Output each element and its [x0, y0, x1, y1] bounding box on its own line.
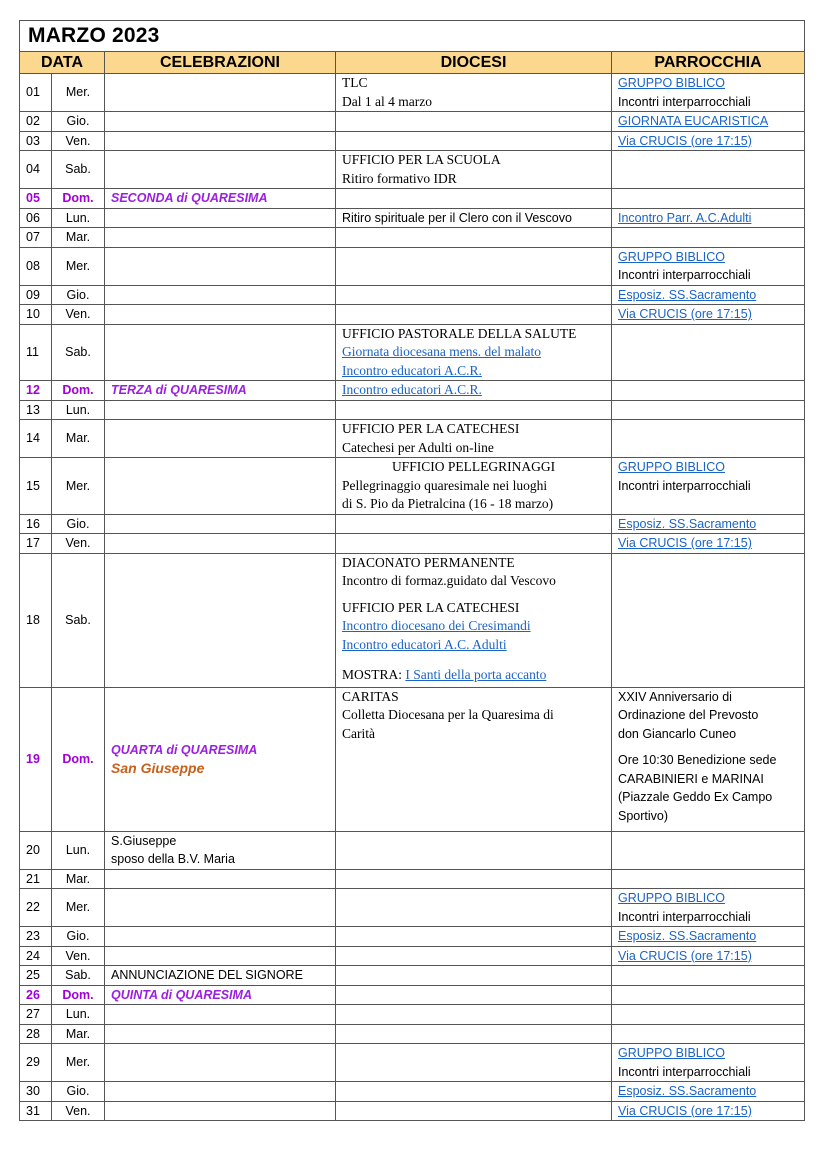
parish-cell	[612, 189, 805, 209]
diocese-cell	[336, 400, 612, 420]
diocese-line: DIACONATO PERMANENTE	[342, 554, 515, 570]
table-row	[20, 1101, 805, 1121]
celebration-cell	[105, 687, 336, 831]
day-number: 12	[20, 381, 52, 401]
parish-cell	[612, 1005, 805, 1025]
day-number: 01	[20, 74, 52, 112]
diocese-cell	[336, 112, 612, 132]
celebration-cell	[105, 324, 336, 381]
diocese-link[interactable]: Incontro diocesano dei Cresimandi	[342, 618, 531, 633]
celebration-cell	[105, 189, 336, 209]
table-row	[20, 1005, 805, 1025]
celebration-label: SECONDA di QUARESIMA	[111, 191, 268, 205]
parish-link[interactable]: Esposiz. SS.Sacramento	[618, 929, 757, 943]
page-title: MARZO 2023	[20, 21, 805, 52]
parish-link[interactable]: GRUPPO BIBLICO	[618, 891, 725, 905]
parish-link[interactable]: Incontro Parr. A.C.Adulti	[618, 210, 752, 225]
parish-link[interactable]: Via CRUCIS (ore 17:15)	[618, 536, 752, 550]
parish-cell	[612, 1044, 805, 1082]
parish-line: Incontri interparrocchiali	[618, 1064, 751, 1079]
celebration-cell	[105, 946, 336, 966]
weekday: Lun.	[52, 400, 105, 420]
day-number: 18	[20, 553, 52, 687]
diocese-line: Dal 1 al 4 marzo	[342, 93, 432, 109]
diocese-line: UFFICIO PER LA CATECHESI	[342, 421, 520, 436]
diocese-cell	[336, 1024, 612, 1044]
day-number: 25	[20, 966, 52, 986]
header-celebrazioni: CELEBRAZIONI	[105, 52, 336, 74]
diocese-cell	[336, 927, 612, 947]
day-number: 13	[20, 400, 52, 420]
day-number: 27	[20, 1005, 52, 1025]
weekday: Sab.	[52, 553, 105, 687]
parish-cell	[612, 324, 805, 381]
day-number: 16	[20, 514, 52, 534]
parish-cell	[612, 285, 805, 305]
table-row	[20, 869, 805, 889]
celebration-cell	[105, 927, 336, 947]
day-number: 09	[20, 285, 52, 305]
diocese-link[interactable]: Incontro educatori A.C. Adulti	[342, 636, 507, 652]
diocese-cell	[336, 534, 612, 554]
diocese-cell	[336, 514, 612, 534]
celebration-cell	[105, 112, 336, 132]
diocese-link[interactable]: Incontro educatori A.C.R.	[342, 382, 482, 397]
celebration-cell	[105, 208, 336, 228]
diocese-cell	[336, 831, 612, 869]
day-number: 03	[20, 131, 52, 151]
diocese-line: Catechesi per Adulti on-line	[342, 439, 494, 455]
day-number: 24	[20, 946, 52, 966]
celebration-cell	[105, 247, 336, 285]
diocese-line: UFFICIO PASTORALE DELLA SALUTE	[342, 325, 577, 341]
table-row	[20, 247, 805, 285]
diocese-cell	[336, 208, 612, 228]
weekday: Mer.	[52, 74, 105, 112]
diocese-link[interactable]: Incontro educatori A.C.R.	[342, 362, 482, 378]
weekday: Gio.	[52, 927, 105, 947]
parish-link[interactable]: Via CRUCIS (ore 17:15)	[618, 1103, 752, 1118]
diocese-line: UFFICIO PELLEGRINAGGI	[391, 459, 556, 474]
parish-cell	[612, 687, 805, 831]
spacer	[342, 654, 605, 666]
weekday: Mer.	[52, 1044, 105, 1082]
day-number: 29	[20, 1044, 52, 1082]
diocese-line: UFFICIO PER LA CATECHESI	[342, 599, 520, 615]
parish-link[interactable]: Via CRUCIS (ore 17:15)	[618, 307, 752, 321]
diocese-line: UFFICIO PER LA SCUOLA	[342, 152, 501, 167]
weekday: Sab.	[52, 151, 105, 189]
diocese-line: Ritiro formativo IDR	[342, 170, 457, 186]
diocese-cell	[336, 458, 612, 515]
diocese-line: Incontro di formaz.guidato dal Vescovo	[342, 573, 556, 588]
diocese-cell	[336, 687, 612, 831]
parish-cell	[612, 514, 805, 534]
day-number: 17	[20, 534, 52, 554]
celebration-cell	[105, 966, 336, 986]
weekday: Gio.	[52, 1082, 105, 1102]
weekday: Sab.	[52, 966, 105, 986]
weekday: Ven.	[52, 534, 105, 554]
day-number: 04	[20, 151, 52, 189]
diocese-line: di S. Pio da Pietralcina (16 - 18 marzo)	[342, 496, 554, 511]
diocese-cell	[336, 305, 612, 325]
day-number: 02	[20, 112, 52, 132]
weekday: Mar.	[52, 228, 105, 248]
diocese-line: Colletta Diocesana per la Quaresima di	[342, 707, 554, 722]
parish-cell	[612, 400, 805, 420]
celebration-cell	[105, 381, 336, 401]
weekday: Ven.	[52, 946, 105, 966]
table-row	[20, 420, 805, 458]
diocese-cell	[336, 985, 612, 1005]
table-row	[20, 1024, 805, 1044]
day-number: 05	[20, 189, 52, 209]
parish-link[interactable]: GRUPPO BIBLICO	[618, 249, 725, 264]
day-number: 06	[20, 208, 52, 228]
header-data: DATA	[20, 52, 105, 74]
weekday: Gio.	[52, 514, 105, 534]
diocese-cell	[336, 946, 612, 966]
celebration-cell	[105, 305, 336, 325]
table-row	[20, 985, 805, 1005]
celebration-cell	[105, 534, 336, 554]
diocese-cell	[336, 381, 612, 401]
table-row	[20, 458, 805, 515]
celebration-label: QUARTA di QUARESIMA	[111, 742, 258, 757]
parish-cell	[612, 889, 805, 927]
celebration-cell	[105, 869, 336, 889]
parish-cell	[612, 458, 805, 515]
table-row	[20, 889, 805, 927]
header-diocesi: DIOCESI	[336, 52, 612, 74]
parish-link[interactable]: GRUPPO BIBLICO	[618, 76, 725, 90]
celebration-cell	[105, 151, 336, 189]
exhibition-line	[342, 666, 605, 685]
calendar-body	[20, 74, 805, 1121]
table-row	[20, 946, 805, 966]
weekday: Mar.	[52, 1024, 105, 1044]
weekday: Dom.	[52, 985, 105, 1005]
parish-cell	[612, 131, 805, 151]
diocese-line: CARITAS	[342, 688, 399, 704]
header-row	[20, 52, 805, 74]
weekday: Gio.	[52, 285, 105, 305]
spacer	[342, 591, 605, 599]
celebration-cell	[105, 831, 336, 869]
weekday: Dom.	[52, 189, 105, 209]
weekday: Ven.	[52, 1101, 105, 1121]
table-row	[20, 131, 805, 151]
parish-link[interactable]: GIORNATA EUCARISTICA	[618, 114, 769, 128]
parish-cell	[612, 1101, 805, 1121]
parish-cell	[612, 151, 805, 189]
diocese-cell	[336, 189, 612, 209]
weekday: Mar.	[52, 420, 105, 458]
header-parrocchia: PARROCCHIA	[612, 52, 805, 74]
parish-cell	[612, 1082, 805, 1102]
celebration-cell	[105, 131, 336, 151]
parish-cell	[612, 247, 805, 285]
parish-cell	[612, 985, 805, 1005]
table-row	[20, 534, 805, 554]
table-row	[20, 966, 805, 986]
celebration-label: TERZA di QUARESIMA	[111, 383, 247, 397]
diocese-cell	[336, 869, 612, 889]
diocese-cell	[336, 151, 612, 189]
diocese-cell	[336, 966, 612, 986]
diocese-cell	[336, 247, 612, 285]
parish-cell	[612, 112, 805, 132]
celebration-cell	[105, 74, 336, 112]
parish-link[interactable]: GRUPPO BIBLICO	[618, 460, 725, 474]
celebration-cell	[105, 228, 336, 248]
diocese-line: Pellegrinaggio quaresimale nei luoghi	[342, 477, 548, 493]
celebration-cell	[105, 514, 336, 534]
table-row	[20, 324, 805, 381]
diocese-cell	[336, 1044, 612, 1082]
parish-cell	[612, 553, 805, 687]
parish-line: Incontri interparrocchiali	[618, 268, 751, 282]
celebration-label: QUINTA di QUARESIMA	[111, 987, 252, 1002]
table-row	[20, 285, 805, 305]
diocese-line: Carità	[342, 725, 375, 741]
exhibition-label: MOSTRA:	[342, 667, 406, 682]
spacer	[618, 743, 798, 751]
parish-line: Ordinazione del Prevosto	[618, 708, 759, 722]
celebration-cell	[105, 1082, 336, 1102]
day-number: 14	[20, 420, 52, 458]
parish-cell	[612, 74, 805, 112]
day-number: 10	[20, 305, 52, 325]
diocese-cell	[336, 228, 612, 248]
weekday: Mer.	[52, 458, 105, 515]
table-row	[20, 553, 805, 687]
table-row	[20, 1044, 805, 1082]
parish-link[interactable]: Via CRUCIS (ore 17:15)	[618, 948, 752, 963]
celebration-cell	[105, 458, 336, 515]
day-number: 28	[20, 1024, 52, 1044]
table-row	[20, 228, 805, 248]
celebration-cell	[105, 1005, 336, 1025]
weekday: Mer.	[52, 247, 105, 285]
parish-link[interactable]: Via CRUCIS (ore 17:15)	[618, 133, 752, 148]
diocese-cell	[336, 420, 612, 458]
diocese-line: Ritiro spirituale per il Clero con il Vescovo	[342, 210, 572, 225]
parish-cell	[612, 208, 805, 228]
parish-cell	[612, 228, 805, 248]
diocese-cell	[336, 1101, 612, 1121]
parish-cell	[612, 946, 805, 966]
weekday: Mer.	[52, 889, 105, 927]
saint-label: San Giuseppe	[111, 760, 205, 776]
title-row	[20, 21, 805, 52]
parish-cell	[612, 381, 805, 401]
parish-cell	[612, 966, 805, 986]
celebration-cell	[105, 1024, 336, 1044]
weekday: Dom.	[52, 381, 105, 401]
table-row	[20, 927, 805, 947]
parish-line: Sportivo)	[618, 808, 669, 823]
day-number: 08	[20, 247, 52, 285]
table-row	[20, 112, 805, 132]
weekday: Lun.	[52, 831, 105, 869]
celebration-cell	[105, 1044, 336, 1082]
parish-cell	[612, 420, 805, 458]
table-row	[20, 74, 805, 112]
diocese-cell	[336, 285, 612, 305]
day-number: 23	[20, 927, 52, 947]
exhibition-link[interactable]: I Santi della porta accanto	[405, 667, 547, 682]
parish-line: Incontri interparrocchiali	[618, 478, 751, 493]
weekday: Lun.	[52, 1005, 105, 1025]
diocese-cell	[336, 1082, 612, 1102]
table-row	[20, 1082, 805, 1102]
parish-link[interactable]: Esposiz. SS.Sacramento	[618, 287, 757, 302]
day-number: 22	[20, 889, 52, 927]
weekday: Ven.	[52, 131, 105, 151]
celebration-cell	[105, 889, 336, 927]
calendar-table	[19, 20, 805, 1121]
day-number: 20	[20, 831, 52, 869]
celebration-cell	[105, 400, 336, 420]
weekday: Ven.	[52, 305, 105, 325]
celebration-cell	[105, 420, 336, 458]
diocese-cell	[336, 131, 612, 151]
day-number: 30	[20, 1082, 52, 1102]
day-number: 19	[20, 687, 52, 831]
parish-line: don Giancarlo Cuneo	[618, 726, 737, 741]
parish-link[interactable]: GRUPPO BIBLICO	[618, 1046, 725, 1060]
parish-cell	[612, 927, 805, 947]
parish-cell	[612, 869, 805, 889]
weekday: Mar.	[52, 869, 105, 889]
parish-line: Incontri interparrocchiali	[618, 94, 751, 109]
parish-line: Ore 10:30 Benedizione sede	[618, 753, 777, 767]
diocese-cell	[336, 74, 612, 112]
weekday: Gio.	[52, 112, 105, 132]
celebration-cell	[105, 1101, 336, 1121]
parish-link[interactable]: Esposiz. SS.Sacramento	[618, 1084, 757, 1098]
table-row	[20, 687, 805, 831]
parish-line: CARABINIERI e MARINAI	[618, 771, 764, 786]
table-row	[20, 400, 805, 420]
day-number: 26	[20, 985, 52, 1005]
parish-cell	[612, 534, 805, 554]
parish-cell	[612, 831, 805, 869]
parish-line: (Piazzale Geddo Ex Campo	[618, 790, 773, 804]
table-row	[20, 514, 805, 534]
celebration-cell	[105, 285, 336, 305]
celebration-label: S.Giuseppe	[111, 833, 177, 848]
day-number: 15	[20, 458, 52, 515]
celebration-cell	[105, 985, 336, 1005]
table-row	[20, 381, 805, 401]
celebration-label: sposo della B.V. Maria	[111, 852, 235, 866]
diocese-line: TLC	[342, 75, 368, 90]
table-row	[20, 151, 805, 189]
diocese-link[interactable]: Giornata diocesana mens. del malato	[342, 344, 542, 359]
parish-line: Incontri interparrocchiali	[618, 909, 751, 924]
parish-line: XXIV Anniversario di	[618, 689, 732, 704]
table-row	[20, 305, 805, 325]
weekday: Lun.	[52, 208, 105, 228]
day-number: 21	[20, 869, 52, 889]
diocese-cell	[336, 553, 612, 687]
diocese-cell	[336, 324, 612, 381]
diocese-cell	[336, 889, 612, 927]
weekday: Sab.	[52, 324, 105, 381]
table-row	[20, 831, 805, 869]
celebration-label: ANNUNCIAZIONE DEL SIGNORE	[111, 968, 303, 982]
weekday: Dom.	[52, 687, 105, 831]
day-number: 31	[20, 1101, 52, 1121]
diocese-cell	[336, 1005, 612, 1025]
parish-link[interactable]: Esposiz. SS.Sacramento	[618, 516, 757, 531]
day-number: 07	[20, 228, 52, 248]
table-row	[20, 189, 805, 209]
parish-cell	[612, 305, 805, 325]
table-row	[20, 208, 805, 228]
day-number: 11	[20, 324, 52, 381]
parish-cell	[612, 1024, 805, 1044]
celebration-cell	[105, 553, 336, 687]
